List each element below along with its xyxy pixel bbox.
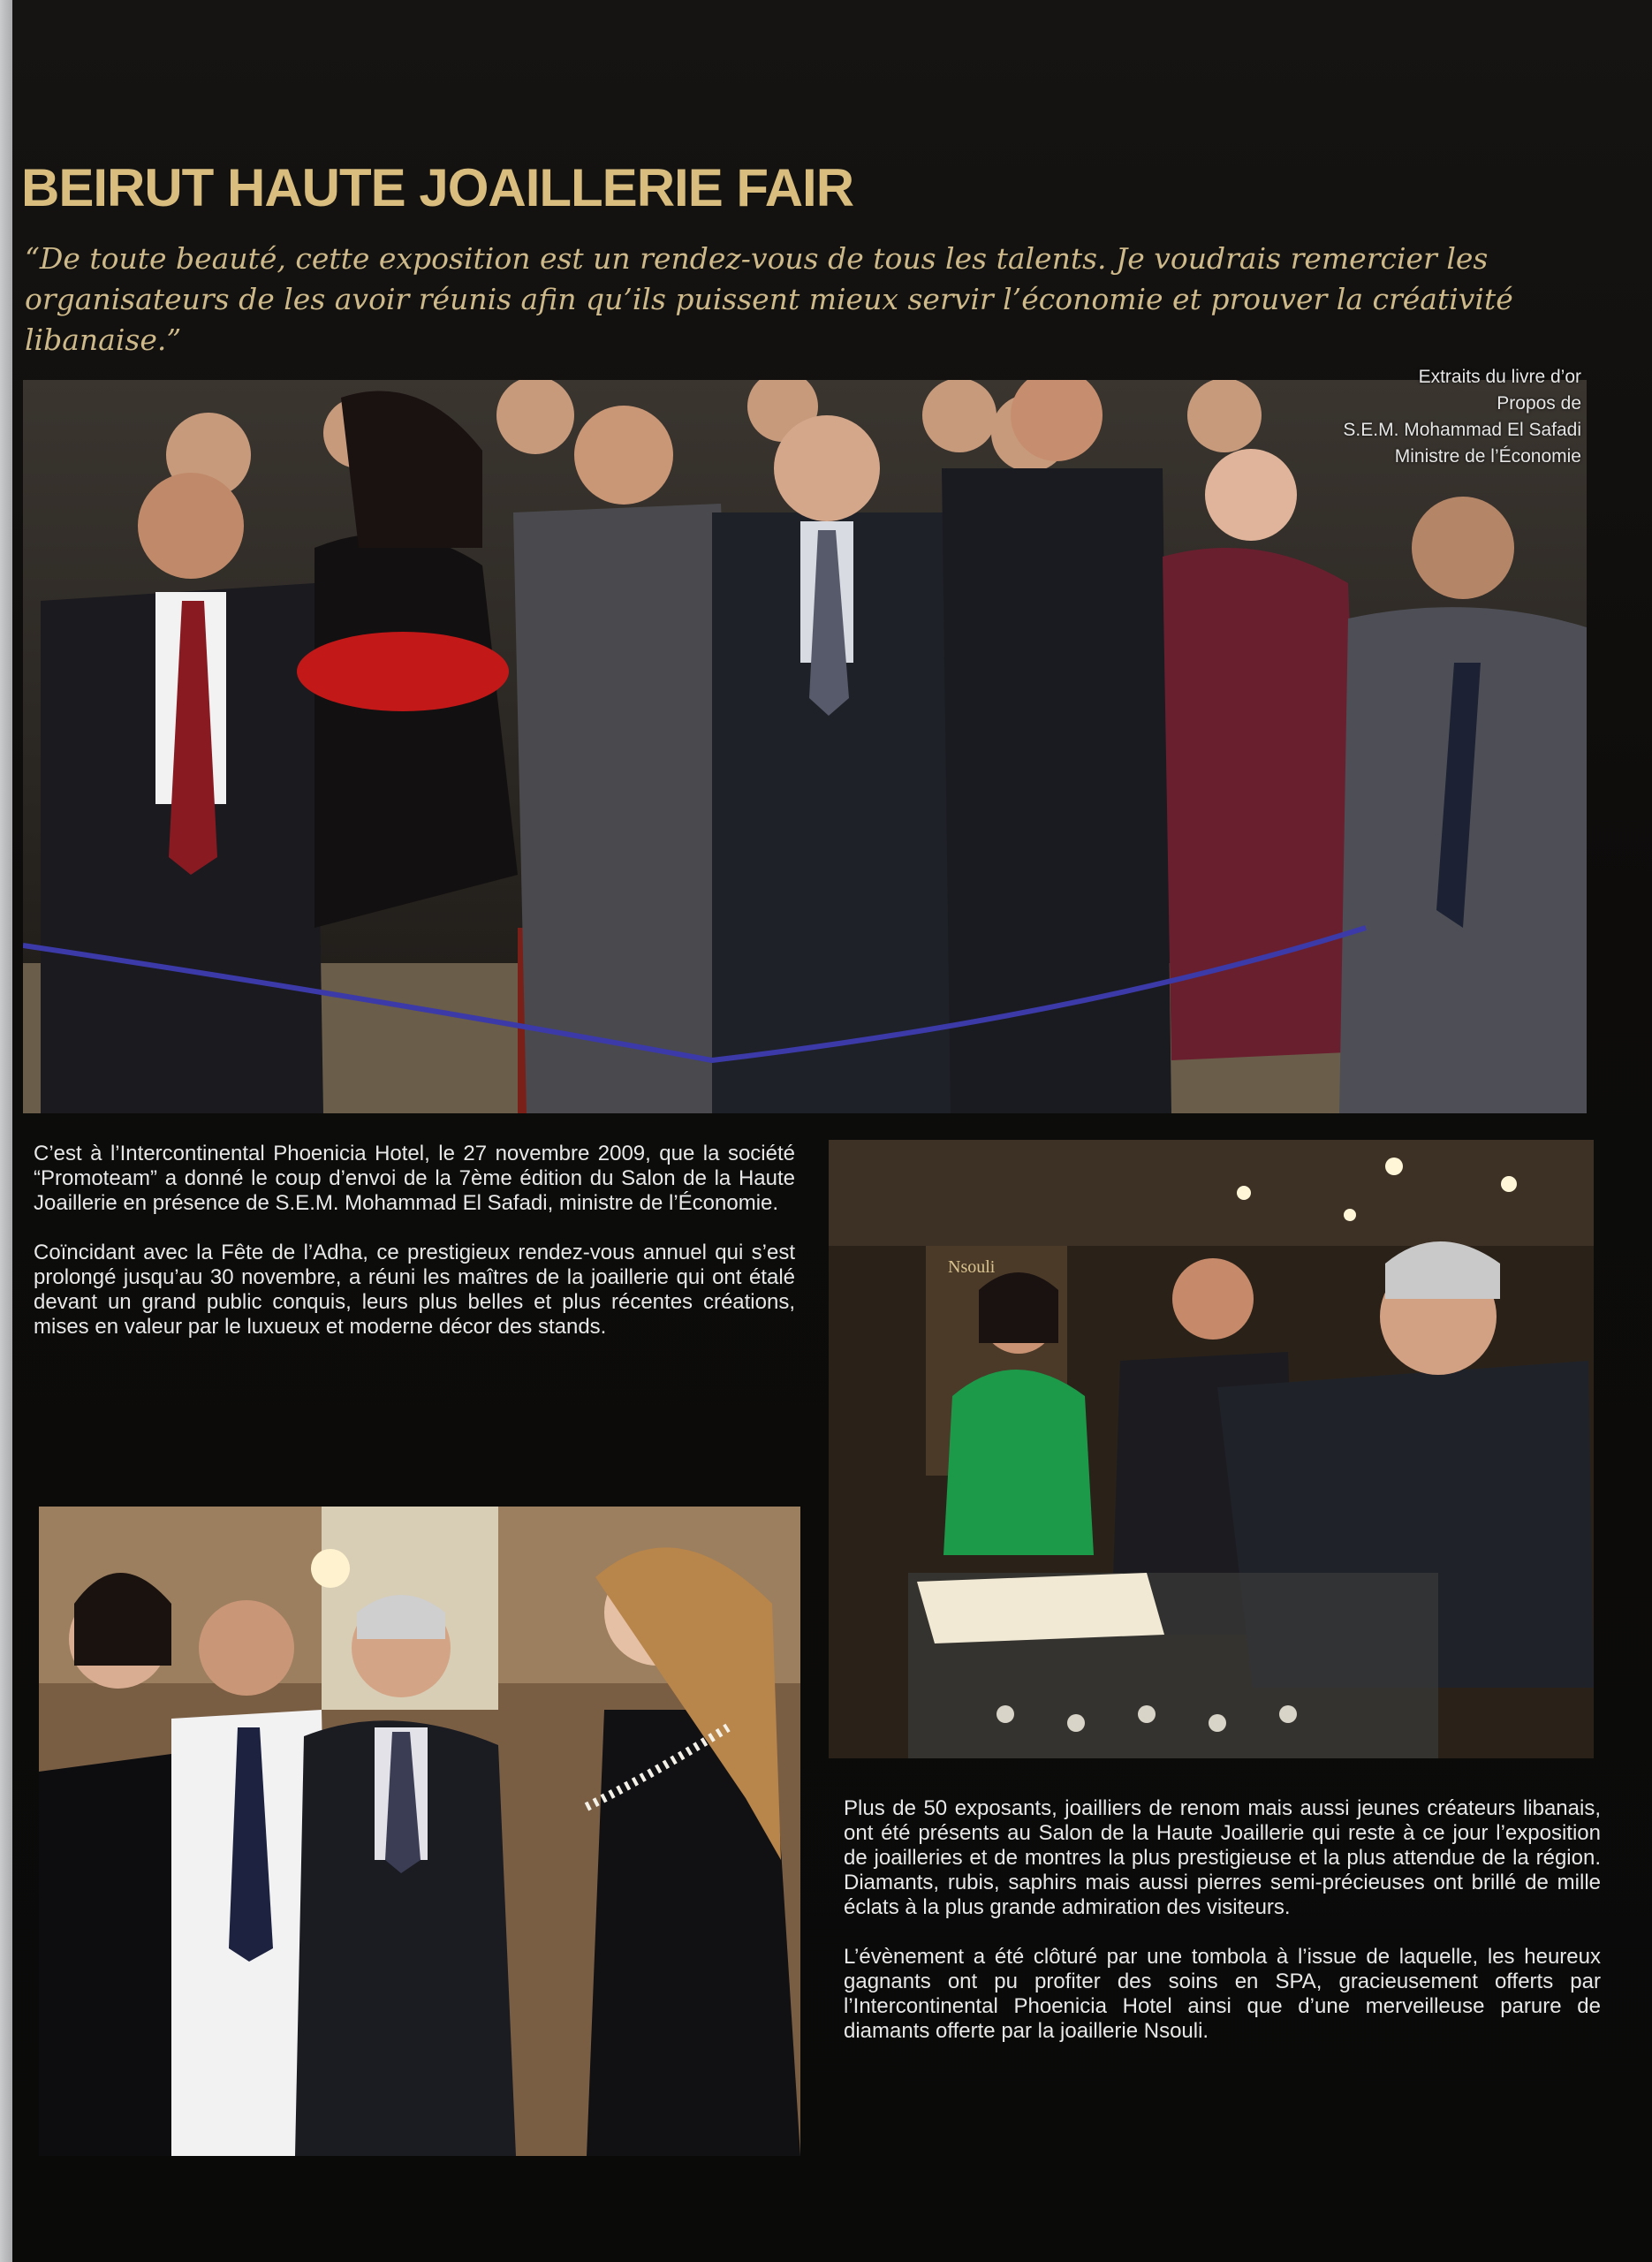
article-title: BEIRUT HAUTE JOAILLERIE FAIR <box>21 158 854 217</box>
caption-line: Extraits du livre d’or <box>1418 367 1581 387</box>
photo-caption <box>1140 364 1581 470</box>
caption-line: Ministre de l’Économie <box>1394 446 1581 467</box>
store-sign-text: Nsouli <box>948 1257 996 1277</box>
minister-quote: “De toute beauté, cette exposition est un rendez-vous de tous les talents. Je voudrais remercier les organisateurs de les avoir réunis afin qu’ils puissent mieux servir l’économie et prouver la créativité libanaise.” <box>25 241 1513 357</box>
article-body-left <box>34 1142 795 1364</box>
magazine-spine <box>0 0 12 2262</box>
caption-line: Propos de <box>1497 393 1581 414</box>
guestbook-signing-photo <box>829 1140 1594 1758</box>
article-body-right <box>844 1796 1601 2068</box>
paragraph: Coïncidant avec la Fête de l’Adha, ce prestigieux rendez-vous annuel qui s’est prolongé jusqu’au 30 novembre, a réuni les maîtres de la joaillerie qui ont étalé devant un grand public conquis, leurs plus belles et plus récentes créations, mises en valeur par le luxueux et moderne décor des stands. <box>34 1241 795 1339</box>
group-photo <box>23 380 1587 1113</box>
paragraph: C’est à l’Intercontinental Phoenicia Hotel, le 27 novembre 2009, que la société “Promoteam” a donné le coup d’envoi de la 7ème édition du Salon de la Haute Joaillerie en présence de S.E.M. Mohammad El Safadi, ministre de l’Économie. <box>34 1142 795 1215</box>
caption-line: S.E.M. Mohammad El Safadi <box>1343 420 1581 440</box>
paragraph: Plus de 50 exposants, joailliers de renom mais aussi jeunes créateurs libanais, ont été présents au Salon de la Haute Joaillerie qui reste à ce jour l’exposition de joailleries et de montres la plus prestigieuse et la plus attendue de la région. Diamants, rubis, saphirs mais aussi pierres semi-précieuses ont brillé de mille éclats à la plus grande admiration des visiteurs. <box>844 1796 1601 1919</box>
paragraph: L’évènement a été clôturé par une tombola à l’issue de laquelle, les heureux gagnants ont pu profiter des soins en SPA, gracieusement offerts par l’Intercontinental Phoenicia Hotel ainsi que d’une merveilleuse parure de diamants offerte par la joaillerie Nsouli. <box>844 1945 1601 2043</box>
models-minister-photo <box>39 1507 800 2156</box>
